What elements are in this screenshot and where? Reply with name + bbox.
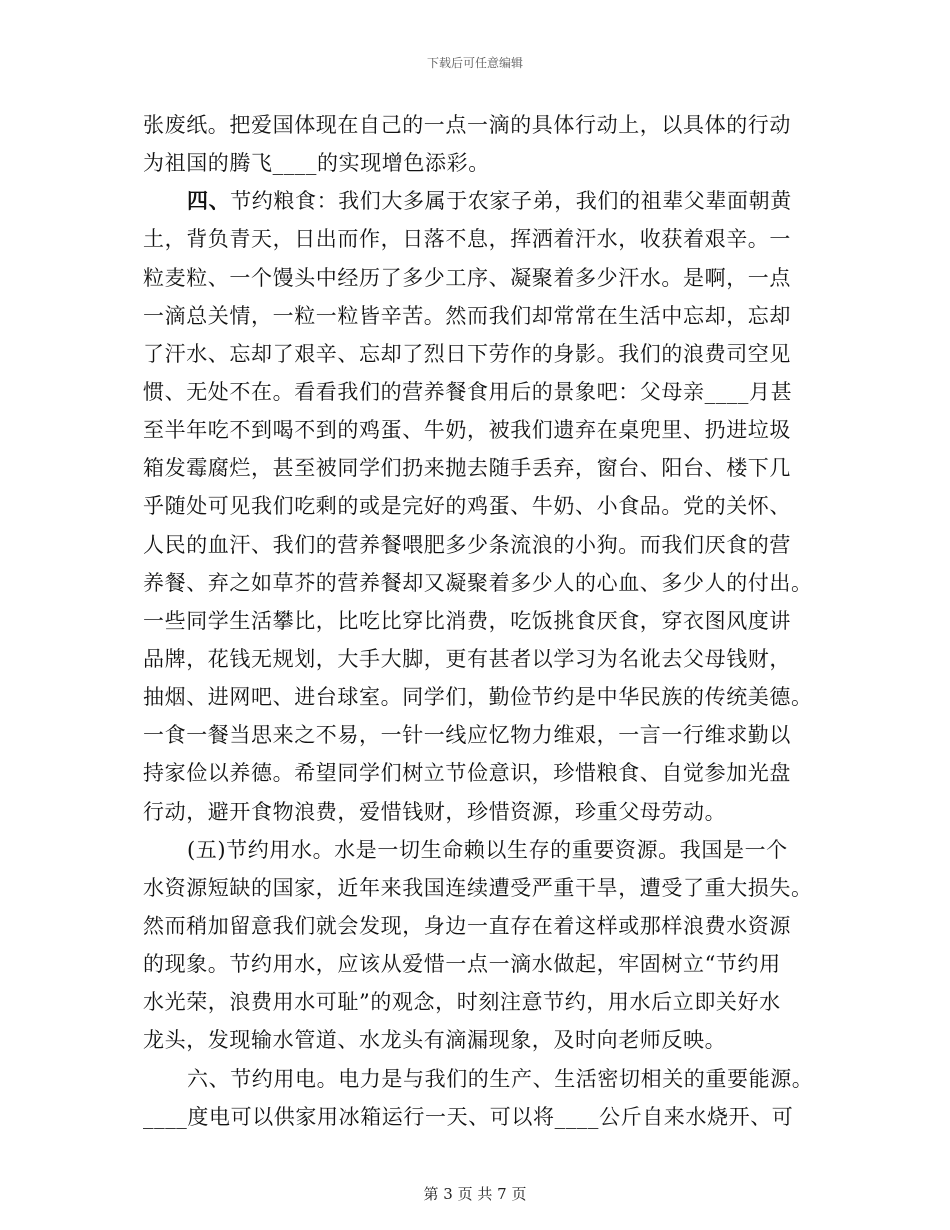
text-line — [143, 716, 811, 754]
line-text: 人民的血汗、我们的营养餐喂肥多少条流浪的小狗。而我们厌食的营 — [143, 532, 791, 557]
text-line — [143, 449, 811, 487]
line-text: 节约粮食：我们大多属于农家子弟，我们的祖辈父辈面朝黄 — [230, 189, 792, 214]
text-line — [143, 983, 811, 1021]
line-text: 抽烟、进网吧、进台球室。同学们，勤俭节约是中华民族的传统美德。 — [143, 685, 813, 710]
line-text: 六、节约用电。电力是与我们的生产、生活密切相关的重要能源。 — [187, 1066, 814, 1091]
text-line — [143, 602, 811, 640]
line-text: 乎随处可见我们吃剩的或是完好的鸡蛋、牛奶、小食品。党的关怀、 — [143, 494, 791, 519]
text-line — [143, 373, 811, 411]
text-line — [143, 869, 811, 907]
line-text: 惯、无处不在。看看我们的营养餐食用后的景象吧：父母亲____月甚 — [143, 379, 793, 404]
text-line — [143, 640, 811, 678]
line-text: 张废纸。把爱国体现在自己的一点一滴的具体行动上，以具体的行动 — [143, 113, 791, 137]
text-line — [143, 945, 811, 983]
line-text: 一些同学生活攀比，比吃比穿比消费，吃饭挑食厌食，穿衣图风度讲 — [143, 608, 791, 633]
page-header: 下载后可任意编辑 — [426, 56, 523, 70]
text-line — [143, 106, 811, 144]
line-text: (五)节约用水。水是一切生命赖以生存的重要资源。我国是一个 — [187, 837, 788, 862]
text-line — [143, 831, 811, 869]
text-line — [143, 526, 811, 564]
text-line — [143, 144, 811, 182]
page-footer: 第 3 页 共 7 页 — [423, 1185, 527, 1203]
line-text: 行动，避开食物浪费，爱惜钱财，珍惜资源，珍重父母劳动。 — [143, 799, 727, 824]
text-line — [143, 1060, 814, 1098]
text-line — [143, 411, 811, 449]
line-text: 龙头，发现输水管道、水龙头有滴漏现象，及时向老师反映。 — [143, 1028, 727, 1053]
line-text: 一滴总关情，一粒一粒皆辛苦。然而我们却常常在生活中忘却，忘却 — [143, 303, 791, 328]
text-line — [143, 297, 811, 335]
text-line — [143, 793, 811, 831]
line-text: 至半年吃不到喝不到的鸡蛋、牛奶，被我们遗弃在桌兜里、扔进垃圾 — [143, 418, 791, 443]
line-text: 的现象。节约用水，应该从爱惜一点一滴水做起，牢固树立“节约用 — [143, 952, 781, 977]
document-body — [143, 106, 814, 1136]
text-line — [143, 487, 811, 525]
text-line — [143, 220, 811, 258]
line-text: ____度电可以供家用冰箱运行一天、可以将____公斤自来水烧开、可 — [143, 1104, 794, 1129]
text-line — [143, 907, 811, 945]
text-line — [143, 182, 811, 220]
line-text: 品牌，花钱无规划，大手大脚，更有甚者以学习为名讹去父母钱财， — [143, 646, 791, 671]
text-line — [143, 678, 811, 716]
line-text: 为祖国的腾飞____的实现增色添彩。 — [143, 151, 490, 176]
text-line — [143, 754, 811, 792]
text-line — [143, 335, 811, 373]
line-text: 粒麦粒、一个馒头中经历了多少工序、凝聚着多少汗水。是啊，一点 — [143, 265, 791, 290]
line-text: 养餐、弃之如草芥的营养餐却又凝聚着多少人的心血、多少人的付出。 — [143, 570, 813, 595]
line-text: 持家俭以养德。希望同学们树立节俭意识，珍惜粮食、自觉参加光盘 — [143, 761, 791, 786]
section-number: 四、 — [187, 188, 231, 214]
text-line — [143, 1098, 811, 1136]
text-line — [143, 564, 811, 602]
line-text: 箱发霉腐烂，甚至被同学们扔来抛去随手丢弃，窗台、阳台、楼下几 — [143, 456, 791, 481]
line-text: 然而稍加留意我们就会发现，身边一直存在着这样或那样浪费水资源 — [143, 913, 791, 938]
line-text: 一食一餐当思来之不易，一针一线应忆物力维艰，一言一行维求勤以 — [143, 723, 791, 748]
text-line — [143, 1021, 811, 1059]
line-text: 土，背负青天，日出而作，日落不息，挥洒着汗水，收获着艰辛。一 — [143, 227, 791, 252]
line-text: 水资源短缺的国家，近年来我国连续遭受严重干旱，遭受了重大损失。 — [143, 875, 813, 900]
line-text: 水光荣，浪费用水可耻”的观念，时刻注意节约，用水后立即关好水 — [143, 990, 781, 1015]
text-line — [143, 259, 811, 297]
line-text: 了汗水、忘却了艰辛、忘却了烈日下劳作的身影。我们的浪费司空见 — [143, 341, 791, 366]
